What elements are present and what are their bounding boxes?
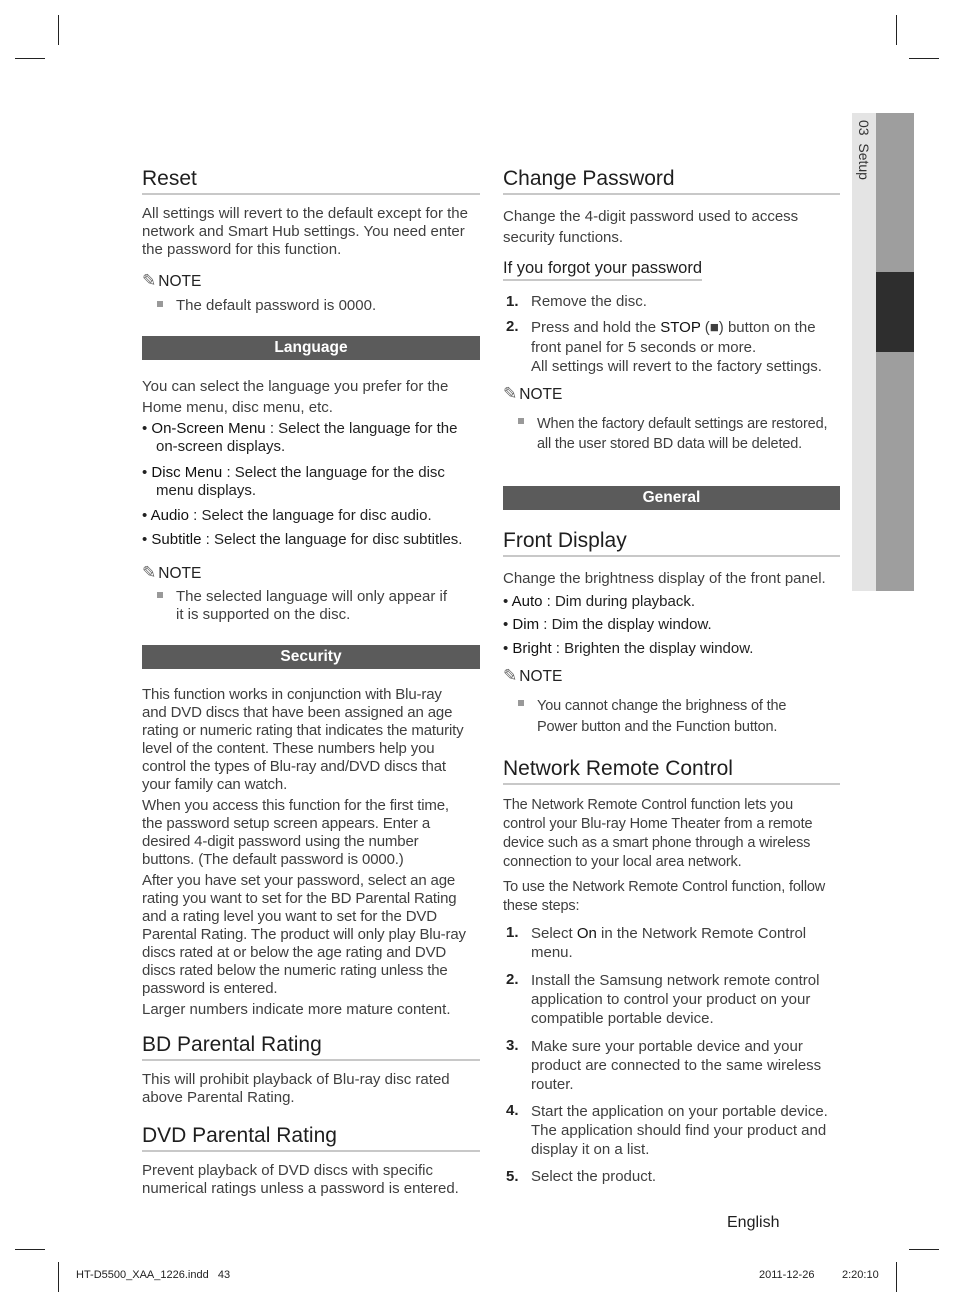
step-text: Remove the disc. [531,293,647,310]
step-text-part: Press and hold the [531,319,661,336]
pencil-icon: ✎ [503,384,518,403]
text-line: above Parental Rating. [142,1089,295,1106]
reset-text-line: network and Smart Hub settings. You need enter [142,223,465,240]
item-term: Subtitle [151,531,202,548]
change-password-heading: Change Password [503,167,840,195]
text-line: rating you want to set for the BD Parental Rating [142,890,457,907]
language-item-disc-menu: • Disc Menu : Select the language for the disc menu displays. [142,464,482,500]
language-intro-line: You can select the language you prefer for the [142,378,449,395]
text-line: Change the 4-digit password used to access [503,208,799,225]
crop-mark [896,1262,897,1292]
item-desc: : Select the language for the [265,420,458,437]
note-line: it is supported on the disc. [176,606,351,623]
front-display-item-bright: • Bright : Brighten the display window. [503,640,754,657]
step-number: 1. [506,924,519,941]
note-line: Power button and the Function button. [537,719,778,735]
network-step-4 [531,1102,841,1159]
step-number: 3. [506,1037,519,1054]
dvd-parental-rating-heading: DVD Parental Rating [142,1124,480,1152]
security-paragraph-1 [142,686,480,794]
item-term: Bright [512,640,552,657]
text-line: router. [531,1076,574,1093]
text-line: rating or numeric rating that indicates the maturity [142,722,464,739]
side-tab-marker [876,272,914,352]
text-line: control your Blu-ray Home Theater from a remote [503,816,813,832]
network-step-5: Select the product. [531,1168,657,1185]
reset-text-line: All settings will revert to the default except for the [142,205,468,222]
item-desc: : Select the language for disc audio. [188,507,432,524]
text-line: the password setup screen appears. Enter a [142,815,431,832]
text-line: Prevent playback of DVD discs with specific [142,1162,433,1179]
note-line: The selected language will only appear if [176,588,448,605]
side-tab-text [853,120,875,180]
network-paragraph-1 [503,796,841,872]
text-line: desired 4-digit password using the number [142,833,419,850]
bd-parental-rating-heading: BD Parental Rating [142,1033,480,1061]
text-line: All settings will revert to the factory settings. [531,358,822,375]
text-line: front panel for 5 seconds or more. [531,338,757,356]
item-term: Audio [150,507,189,524]
text-line: product are connected to the same wireless [531,1057,822,1074]
text-line: compatible portable device. [531,1010,714,1027]
pencil-icon: ✎ [503,666,518,685]
network-remote-control-heading: Network Remote Control [503,757,840,785]
front-display-note-label [503,667,562,686]
note-label: NOTE [158,273,202,290]
page-language: English [727,1214,780,1231]
crop-mark [15,58,45,59]
security-paragraph-2 [142,797,480,869]
reset-note-text: The default password is 0000. [176,297,377,314]
language-intro-line: Home menu, disc menu, etc. [142,399,333,416]
language-item-subtitle: • Subtitle : Select the language for disc subtitles. [142,531,463,548]
crop-mark [58,15,59,45]
change-password-text [503,206,841,248]
front-display-heading: Front Display [503,529,840,557]
text-line: Start the application on your portable device. [531,1103,828,1120]
text-line: device such as a smart phone through a wireless [503,835,811,851]
forgot-password-subheading: If you forgot your password [503,258,702,281]
language-note-text [176,588,486,624]
text-line: The Network Remote Control function lets you [503,797,793,813]
item-desc: : Select the language for the disc [222,464,445,481]
reset-text-line: the password for this function. [142,241,342,258]
item-desc: : Dim during playback. [542,593,696,610]
chapter-label: Setup [856,143,872,180]
text-line: and a rating level you want to set for the DVD [142,908,437,925]
front-display-note-text [537,696,837,738]
step-number: 2. [506,971,519,988]
text-line: Make sure your portable device and your [531,1038,803,1055]
text-line: your family can watch. [142,776,288,793]
item-term: Dim [512,616,540,633]
step-number: 2. [506,318,519,335]
network-step-1 [531,924,836,962]
crop-mark [909,58,939,59]
text-line: After you have set your password, select an age [142,872,456,889]
step-text [531,318,841,377]
item-term: Auto [511,593,543,610]
language-intro [142,376,480,418]
change-password-note-text [537,414,842,454]
item-desc: : Dim the display window. [539,616,712,633]
front-display-text: Change the brightness display of the front panel. [503,570,826,587]
language-item-audio: • Audio : Select the language for disc audio. [142,507,432,524]
text-line: Install the Samsung network remote control [531,972,820,989]
security-bar: Security [142,645,480,669]
note-line: all the user stored BD data will be deleted. [537,436,803,452]
text-line: discs rated at or below the age rating and DVD [142,944,447,961]
text-line: password is entered. [142,980,278,997]
dvd-parental-rating-text [142,1162,480,1198]
item-term: On-Screen Menu [151,420,266,437]
text-line: these steps: [503,898,580,914]
language-note-label [142,564,201,583]
text-line: buttons. (The default password is 0000.) [142,851,404,868]
step-text-part: in the Network Remote Control [596,925,807,942]
item-desc: on-screen displays. [156,438,286,455]
text-line: This will prohibit playback of Blu-ray disc rated [142,1071,450,1088]
item-desc: menu displays. [156,482,257,499]
square-bullet-icon [518,700,524,706]
pencil-icon: ✎ [142,563,157,582]
square-bullet-icon [157,301,163,307]
change-password-note-label [503,385,562,404]
side-tab-label-strip [852,113,876,591]
security-paragraph-4: Larger numbers indicate more mature content. [142,1001,451,1018]
security-paragraph-3 [142,872,480,998]
text-line: numerical ratings unless a password is entered. [142,1180,459,1197]
language-item-on-screen-menu: • On-Screen Menu : Select the language for the on-screen displays. [142,420,482,456]
text-line: connection to your local area network. [503,854,742,870]
text-line: application to control your product on your [531,991,811,1008]
chapter-number: 03 [856,120,872,136]
step-term: On [576,925,597,942]
bd-parental-rating-text [142,1071,480,1107]
step-number: 5. [506,1168,519,1185]
step-text-part: Select [531,925,577,942]
front-display-item-dim: • Dim : Dim the display window. [503,616,712,633]
item-desc: : Select the language for disc subtitles. [201,531,463,548]
network-step-3 [531,1037,836,1094]
general-bar: General [503,486,840,510]
square-bullet-icon [518,418,524,424]
square-bullet-icon [157,592,163,598]
footer-time: 2:20:10 [842,1269,879,1281]
footer-file-name: HT-D5500_XAA_1226.indd 43 [76,1269,231,1281]
text-line: menu. [531,944,573,961]
text-line: and DVD discs that have been assigned an age [142,704,453,721]
footer-date: 2011-12-26 [759,1269,815,1281]
language-bar: Language [142,336,480,360]
crop-mark [909,1249,939,1250]
text-line: This function works in conjunction with Blu-ray [142,686,442,703]
crop-mark [896,15,897,45]
pencil-icon: ✎ [142,271,157,290]
text-line: display it on a list. [531,1141,650,1158]
item-desc: : Brighten the display window. [551,640,754,657]
crop-mark [58,1262,59,1292]
step-text-part: (■) button on the [700,319,816,336]
front-display-item-auto: • Auto : Dim during playback. [503,593,696,610]
step-term: STOP [660,319,701,336]
note-label: NOTE [158,565,202,582]
item-term: Disc Menu [151,464,223,481]
network-step-2 [531,971,836,1028]
crop-mark [15,1249,45,1250]
network-paragraph-2 [503,878,841,916]
text-line: When you access this function for the first time, [142,797,449,814]
reset-heading: Reset [142,167,480,195]
text-line: control the types of Blu-ray and/DVD discs that [142,758,446,775]
text-line: discs rated below the numeric rating unless the [142,962,448,979]
note-label: NOTE [519,386,563,403]
step-number: 1. [506,293,519,310]
note-line: When the factory default settings are restored, [537,416,828,432]
text-line: security functions. [503,229,624,246]
reset-note-label [142,272,201,291]
text-line: level of the content. These numbers help you [142,740,435,757]
reset-text [142,205,480,259]
text-line: To use the Network Remote Control function, follow [503,879,826,895]
text-line: The application should find your product and [531,1122,827,1139]
note-line: You cannot change the brighness of the [537,698,787,714]
step-number: 4. [506,1102,519,1119]
note-label: NOTE [519,668,563,685]
text-line: Parental Rating. The product will only play Blu-ray [142,926,466,943]
